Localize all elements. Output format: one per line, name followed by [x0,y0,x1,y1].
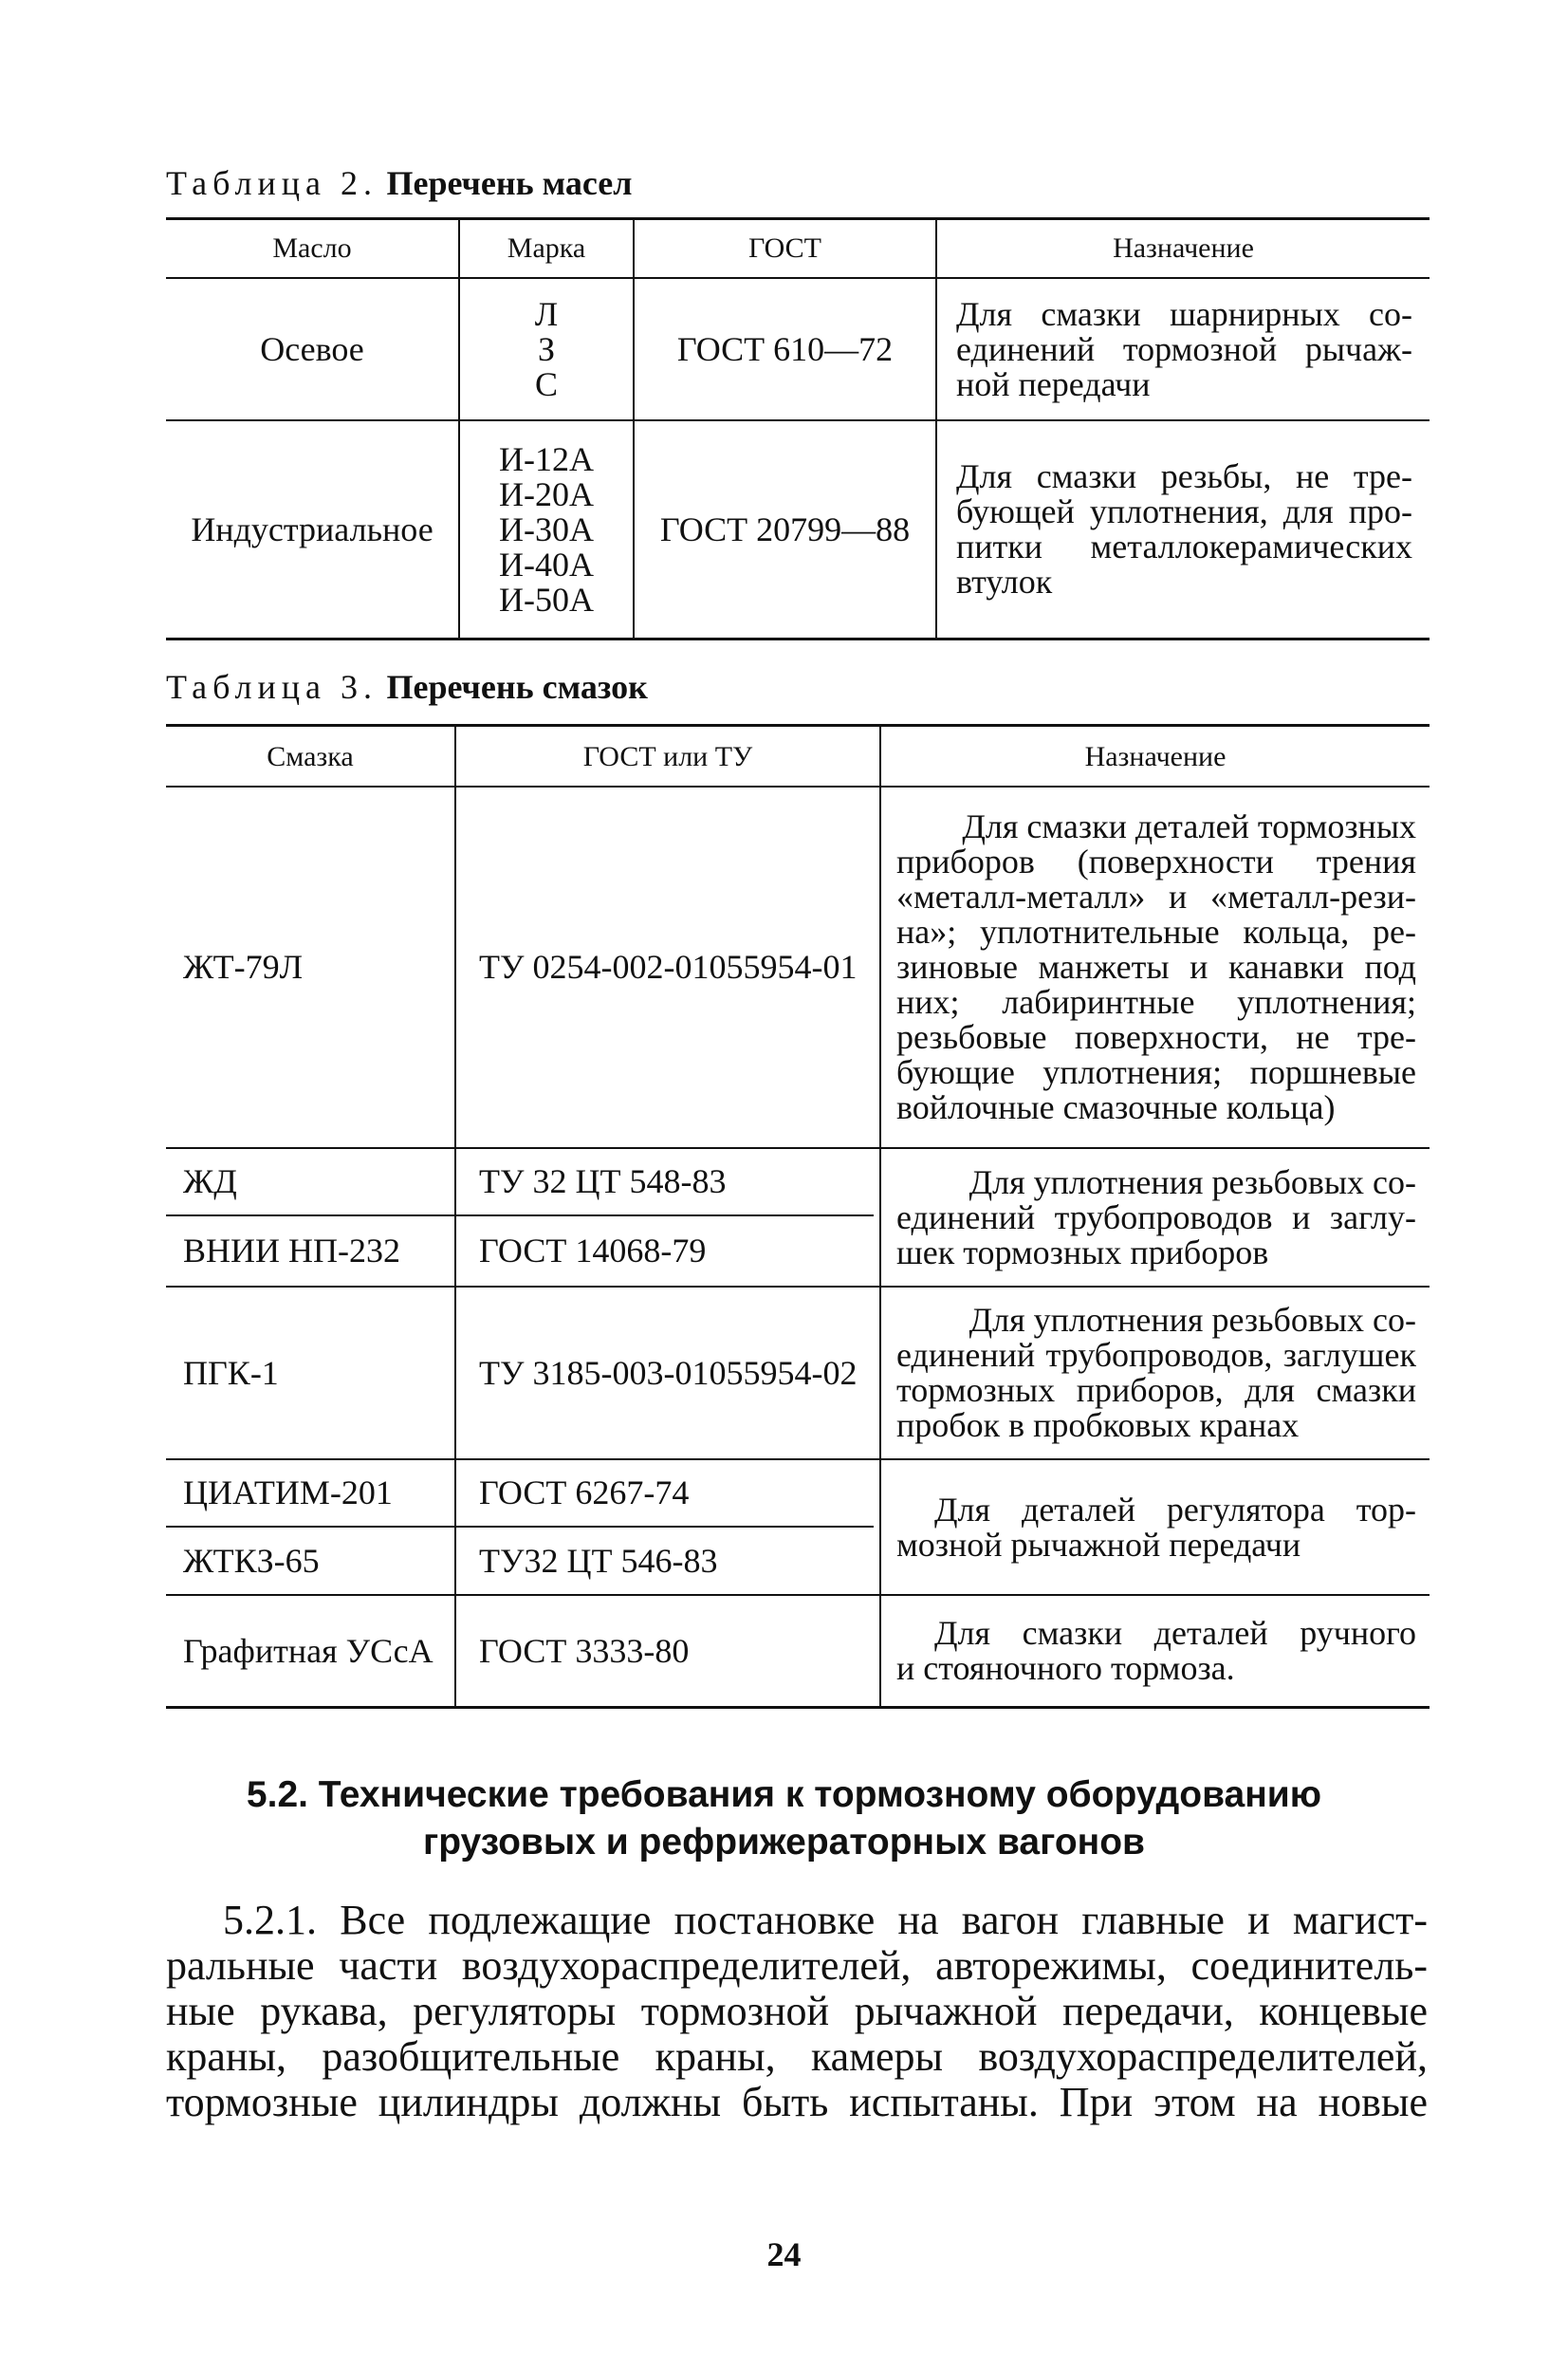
table2-header-gost: ГОСТ [748,232,821,264]
purpose-line: Для деталей регулятора тор- [934,1490,1416,1529]
page-number: 24 [766,2235,802,2273]
table2-row2-gost: ГОСТ 20799—88 [659,510,911,548]
purpose-line: на»; уплотнительные кольца, ре- [896,913,1416,951]
grade: З [537,329,556,368]
purpose-line: единений трубопроводов и заглу- [896,1197,1416,1236]
grade: И-40А [499,545,594,584]
grade: И-30А [499,510,594,548]
paragraph-line: ральные части воздухораспределителей, авторежимы, соединитель- [166,1942,1428,1989]
table3-row3-grease: ВНИИ НП-232 [183,1232,400,1270]
table2-caption [166,163,632,203]
grade: И-50А [499,580,594,619]
purpose-line: шек тормозных приборов [896,1233,1269,1271]
purpose-line: приборов (поверхности трения [896,843,1416,880]
paragraph-line: тормозные цилиндры должны быть испытаны. При этом на новые [166,2079,1428,2125]
purpose-line: резьбовые поверхности, не тре- [896,1018,1416,1056]
section-paragraph [166,1898,1428,2125]
table2-row2-oil: Индустриальное [191,510,434,548]
paragraph-line: краны, разобщительные краны, камеры воздухораспределителей, [166,2033,1428,2080]
purpose-line: зиновые манжеты и канавки под [896,948,1416,986]
table3-purpose-3 [881,1288,1430,1458]
purpose-line: единений трубопроводов, заглушек [896,1336,1416,1374]
purpose-line: и стояночного тормоза. [896,1649,1235,1687]
section-title-line1: 5.2. Технические требования к тормозному оборудованию [246,1774,1322,1815]
purpose-line: тормозных приборов, для смазки [896,1371,1416,1409]
table3-header-grease: Смазка [267,740,354,772]
purpose-line: ной передачи [956,364,1151,403]
table2-row2-purpose [937,421,1430,638]
table2-header-grade: Марка [507,232,586,264]
table3-row6-standard: ТУ32 ЦТ 546-83 [479,1541,718,1580]
table2-row1-grades [460,279,633,419]
purpose-line: войлочные смазочные кольца) [896,1088,1336,1126]
purpose-line: Для смазки деталей тормозных [962,807,1416,845]
section-title-line2: грузовых и рефрижераторных вагонов [422,1822,1146,1863]
table2-row2-grades [460,421,633,638]
grade: С [534,364,558,403]
purpose-line: Для смазки резьбы, не тре- [956,457,1412,495]
table2-caption-title: Перечень масел [386,164,633,202]
grade: И-20А [499,474,594,513]
table3-row3-standard: ГОСТ 14068-79 [479,1232,707,1270]
purpose-line: «металл-металл» и «металл-рези- [896,878,1416,916]
purpose-line: втулок [956,563,1053,601]
table2-row1-purpose [937,279,1430,419]
paragraph-line: ные рукава, регуляторы тормозной рычажной передачи, концевые [166,1988,1428,2034]
table2-row1-gost: ГОСТ 610—72 [676,329,894,368]
table2-caption-prefix: Таблица 2. [166,164,378,202]
table3-row7-grease: Графитная УСсА [183,1631,434,1670]
purpose-line: Для уплотнения резьбовых со- [968,1162,1416,1201]
table3-row5-standard: ГОСТ 6267-74 [479,1474,690,1511]
table3-caption [166,667,648,707]
table2-header-purpose: Назначение [1113,232,1254,264]
section-title [0,1771,1568,1866]
table3-row5-grease: ЦИАТИМ-201 [183,1474,393,1511]
purpose-line: них; лабиринтные уплотнения; [896,983,1416,1021]
purpose-line: единений тормозной рычаж- [956,329,1412,368]
table3-header-purpose: Назначение [1084,740,1227,772]
purpose-line: питки металлокерамических [956,528,1412,565]
purpose-line: мозной рычажной передачи [896,1525,1301,1564]
purpose-line: бующие уплотнения; поршневые [896,1053,1416,1091]
table3-caption-prefix: Таблица 3. [166,668,378,706]
table3-row2-standard: ТУ 32 ЦТ 548-83 [479,1162,727,1200]
table3-purpose-4 [881,1460,1430,1594]
table3-caption-title: Перечень смазок [386,668,648,706]
table3-row1-grease: ЖТ-79Л [183,948,304,986]
purpose-line: пробок в пробковых кранах [896,1406,1300,1444]
purpose-line: Для уплотнения резьбовых со- [968,1301,1416,1339]
purpose-line: Для смазки деталей ручного [934,1614,1416,1652]
grade: И-12А [499,439,594,478]
paragraph-line: 5.2.1. Все подлежащие постановке на вагон главные и магист- [223,1897,1428,1943]
table3-header-standard: ГОСТ или ТУ [582,740,753,772]
grade: Л [534,294,559,333]
table3-row1-standard: ТУ 0254-002-01055954-01 [479,948,858,986]
table2-row1-oil: Осевое [260,329,364,368]
table3-purpose-2 [881,1149,1430,1286]
table3-purpose-1 [881,788,1430,1147]
purpose-line: Для смазки шарнирных со- [956,294,1412,333]
purpose-line: бующей уплотнения, для про- [956,492,1412,530]
table3-row2-grease: ЖД [183,1162,237,1200]
table3-purpose-5 [881,1596,1430,1706]
table2-header-oil: Масло [272,232,352,264]
table3-row6-grease: ЖТКЗ-65 [183,1541,320,1580]
table3-row4-standard: ТУ 3185-003-01055954-02 [479,1353,858,1392]
table3-row7-standard: ГОСТ 3333-80 [479,1631,690,1670]
table3-row4-grease: ПГК-1 [183,1353,279,1392]
